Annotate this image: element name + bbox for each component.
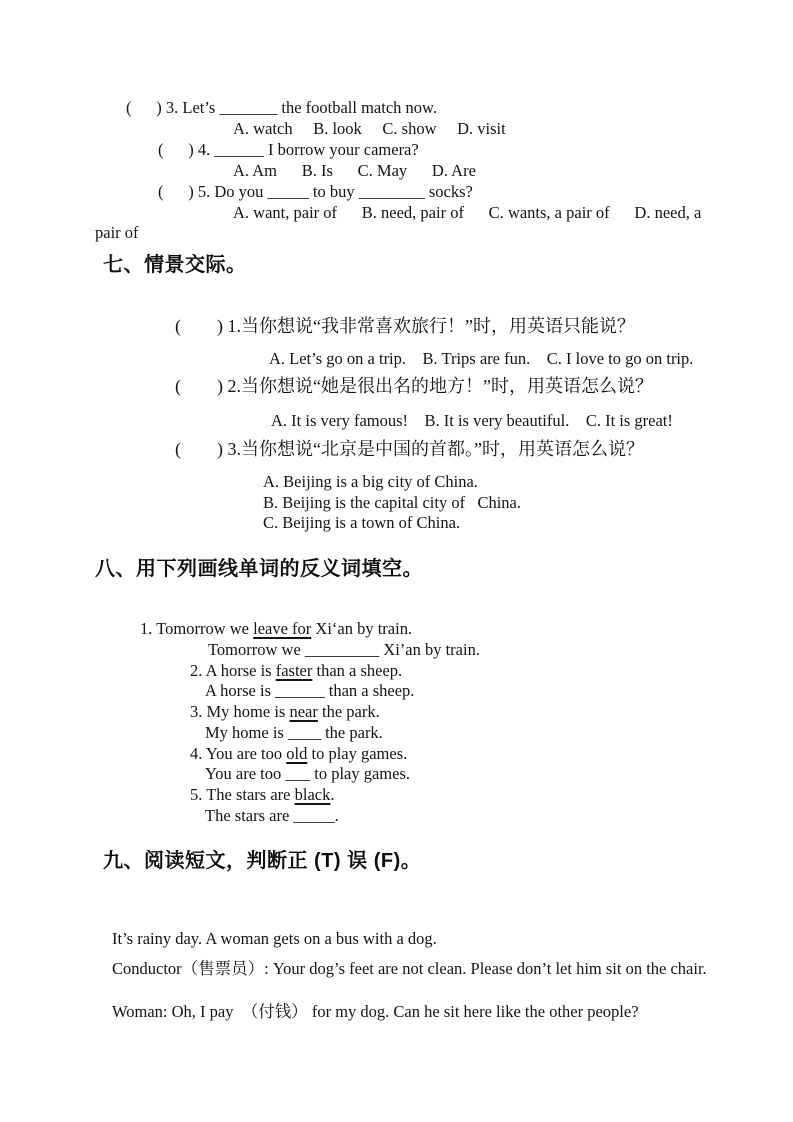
sentence-text: 5. The stars are (190, 785, 295, 804)
passage-line-woman: Woman: Oh, I pay （付钱） for my dog. Can he sit here like the other people? (112, 1002, 639, 1021)
underlined-word: faster (275, 661, 313, 680)
sentence-text: Xi‘an by train. (311, 619, 413, 638)
section-9-heading: 九、阅读短文，判断正 (T) 误 (F)。 (103, 850, 422, 872)
situational-question-2-options: A. It is very famous! B. It is very beautiful. C. It is great! (271, 411, 673, 430)
mc-question-5-stem: ( ) 5. Do you _____ to buy ________ socks? (158, 182, 473, 201)
antonym-item-4-original (190, 743, 407, 764)
antonym-item-3-answer-line: My home is ____ the park. (205, 723, 383, 742)
antonym-item-4-answer-line: You are too ___ to play games. (205, 764, 411, 783)
mc-question-3-options: A. watch B. look C. show D. visit (233, 119, 506, 138)
mc-question-5-options-overflow: pair of (95, 223, 139, 242)
sentence-text: the park. (317, 702, 380, 721)
mc-question-3-stem: ( ) 3. Let’s _______ the football match now. (126, 98, 437, 117)
underlined-word: leave for (253, 619, 312, 638)
situational-question-1-options: A. Let’s go on a trip. B. Trips are fun. C. I love to go on trip. (269, 349, 694, 368)
mc-question-4-stem: ( ) 4. ______ I borrow your camera? (158, 140, 419, 159)
antonym-item-1-answer-line: Tomorrow we _________ Xi’an by train. (208, 640, 480, 659)
antonym-item-5-original (190, 784, 334, 805)
antonym-item-3-original (190, 701, 380, 722)
sentence-text: 3. My home is (190, 702, 290, 721)
situational-question-2-stem: ( ) 2.当你想说“她是很出名的地方！”时，用英语怎么说？ (175, 376, 653, 396)
antonym-item-2-answer-line: A horse is ______ than a sheep. (205, 681, 415, 700)
underlined-word: black (294, 785, 331, 804)
section-7-heading: 七、情景交际。 (103, 254, 247, 276)
antonym-item-5-answer-line: The stars are _____. (205, 806, 339, 825)
antonym-item-1-original (140, 618, 412, 639)
sentence-text: 1. Tomorrow we (140, 619, 254, 638)
passage-line-conductor: Conductor（售票员）: Your dog’s feet are not clean. Please don’t let him sit on the chair. (112, 959, 707, 978)
sentence-text: than a sheep. (312, 661, 403, 680)
situational-question-3-option-b: B. Beijing is the capital city of China. (263, 493, 521, 512)
situational-question-3-option-a: A. Beijing is a big city of China. (263, 472, 478, 491)
situational-question-3-option-c: C. Beijing is a town of China. (263, 513, 461, 532)
mc-question-4-options: A. Am B. Is C. May D. Are (233, 161, 476, 180)
underlined-word: near (289, 702, 318, 721)
sentence-text: 2. A horse is (190, 661, 276, 680)
sentence-text: 4. You are too (190, 744, 287, 763)
passage-line-narration: It’s rainy day. A woman gets on a bus with a dog. (112, 929, 437, 948)
section-8-heading: 八、用下列画线单词的反义词填空。 (95, 558, 423, 580)
situational-question-1-stem: ( ) 1.当你想说“我非常喜欢旅行！”时，用英语只能说？ (175, 316, 635, 336)
sentence-text: to play games. (307, 744, 408, 763)
antonym-item-2-original (190, 660, 402, 681)
situational-question-3-stem: ( ) 3.当你想说“北京是中国的首都。”时，用英语怎么说？ (175, 439, 644, 459)
underlined-word: old (286, 744, 308, 763)
mc-question-5-options: A. want, pair of B. need, pair of C. wants, a pair of D. need, a (233, 203, 702, 222)
sentence-text: . (330, 785, 335, 804)
